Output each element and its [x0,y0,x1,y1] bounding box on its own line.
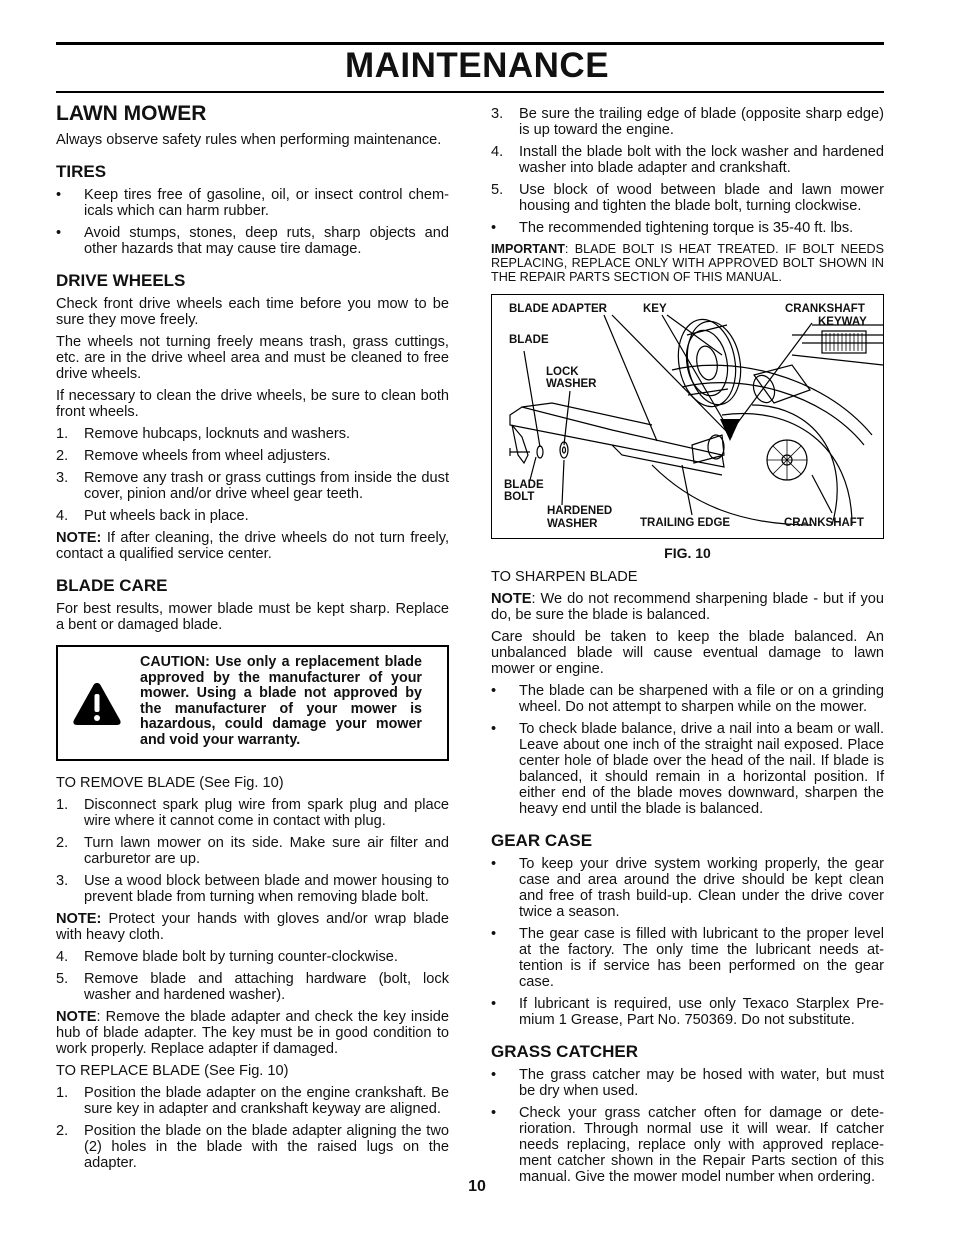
step-number: 3. [56,873,69,889]
bullet: • [491,1105,497,1121]
list-item-text: Remove wheels from wheel adjusters. [84,448,331,464]
label-crankshaft-keyway-2: KEYWAY [818,316,867,328]
list-item-text: The blade can be sharpened with a file or on a grinding wheel. Do not attempt to sharpen while on the mower. [519,683,884,715]
list-item-text: Remove hubcaps, locknuts and washers. [84,426,351,442]
list-item [56,470,449,502]
step-number: 2. [56,448,69,464]
step-number: 5. [491,182,504,198]
list-item-text: Check your grass catcher often for damage or dete-rioration. Through normal use it will wear. If catcher needs replacing, replace only with approved replace-ment catcher shown in the Repair Parts section of this manual. Give the mower model number when ordering. [519,1105,884,1185]
important-text: : BLADE BOLT IS HEAT TREATED. IF BOLT NEEDS REPLACING, REPLACE ONLY WITH APPROVED BOLT SHOWN IN THE REPAIR PARTS SECTION OF THIS MANUAL. [491,242,884,284]
title-underline [56,91,884,93]
step-number: 1. [56,797,69,813]
step-number: 1. [56,426,69,442]
label-crankshaft: CRANKSHAFT [784,517,864,529]
list-item [56,949,449,965]
list-item [491,996,884,1028]
lawn-mower-heading: LAWN MOWER [56,102,207,125]
note-text: : Remove the blade adapter and check the key inside hub of blade adapter. The key must be in good condition to work properly. Replace adapter if damaged. [56,1009,449,1057]
list-item [491,683,884,715]
important-notice [491,242,884,284]
caution-text: CAUTION: Use only a replacement blade approved by the manufacturer of your mower. Using a blade not approved by the manufacturer of your mower is hazardous, could damage your mower and void your warranty. [140,654,422,748]
list-item [491,856,884,920]
list-item-text: Install the blade bolt with the lock washer and hardened washer into blade adapter and crankshaft. [519,144,884,176]
paragraph: If necessary to clean the drive wheels, be sure to clean both front wheels. [56,388,449,420]
list-item-text: Position the blade on the blade adapter aligning the two (2) holes in the blade with the raised lugs on the adapter. [84,1123,449,1171]
label-hardened-washer-2: WASHER [547,518,598,530]
list-item [56,797,449,829]
list-item [56,835,449,867]
gear-case-heading: GEAR CASE [491,831,593,850]
list-item-text: The gear case is filled with lubricant to the proper level at the factory. The only time the lubricant needs at-tention is if service has been performed on the gear case. [519,926,884,990]
list-item [56,971,449,1003]
bullet: • [491,856,497,872]
list-item-text: Use block of wood between blade and lawn mower housing and tighten the blade bolt, turning clockwise. [519,182,884,214]
note-label: NOTE: [56,911,102,927]
page-title: MAINTENANCE [344,46,610,85]
sharpen-blade-title: TO SHARPEN BLADE [491,569,638,585]
step-number: 5. [56,971,69,987]
paragraph: For best results, mower blade must be kept sharp. Replace a bent or damaged blade. [56,601,449,633]
list-item-text: Be sure the trailing edge of blade (opposite sharp edge) is up toward the engine. [519,106,884,138]
list-item-text: Avoid stumps, stones, deep ruts, sharp objects and other hazards that may cause tire damage. [84,225,449,257]
step-number: 4. [56,508,69,524]
list-item [491,721,884,817]
list-item [56,1123,449,1171]
blade-care-heading: BLADE CARE [56,576,168,595]
list-item [491,1067,884,1099]
note [56,1009,449,1057]
right-column [491,106,884,1191]
list-item [56,1085,449,1117]
grass-catcher-heading: GRASS CATCHER [491,1042,639,1061]
note [56,911,449,943]
list-item-text: Remove blade bolt by turning counter-clockwise. [84,949,398,965]
drive-wheels-section [56,271,449,562]
grass-catcher-section [491,1042,884,1185]
bullet: • [491,996,497,1012]
page-number: 10 [468,1178,486,1195]
gear-case-section [491,831,884,1028]
bullet: • [56,187,62,203]
label-key: KEY [643,303,667,315]
note-label: NOTE [56,1009,97,1025]
list-item-text: Position the blade adapter on the engine crankshaft. Be sure key in adapter and crankshaft keyway are aligned. [84,1085,449,1117]
top-rule [56,42,884,45]
list-item-text: Remove blade and attaching hardware (bolt, lock washer and hardened washer). [84,971,449,1003]
tires-section [56,162,449,257]
label-trailing-edge: TRAILING EDGE [640,517,731,529]
tires-heading: TIRES [56,162,107,181]
step-number: 1. [56,1085,69,1101]
list-item-text: If lubricant is required, use only Texaco Starplex Pre-mium 1 Grease, Part No. 750369. Do not substitute. [519,996,884,1028]
list-item [56,448,449,464]
label-lock-washer-2: WASHER [546,378,597,390]
label-blade-adapter: BLADE ADAPTER [509,303,607,315]
list-item-text: The grass catcher may be hosed with water, but must be dry when used. [519,1067,884,1099]
list-item [56,187,449,219]
label-blade: BLADE [509,334,549,346]
list-item-text: To check blade balance, drive a nail into a beam or wall. Leave about one inch of the straight nail exposed. Place center hole of blade over the head of the nail. If blade is balanced, it should remain in a horizontal position. If either end of the blade moves downward, sharpen the heavy end until the blade is balanced. [519,721,884,817]
important-label: IMPORTANT [491,242,565,256]
replace-blade-title: TO REPLACE BLADE (See Fig. 10) [56,1063,289,1079]
figure-caption: FIG. 10 [664,545,711,561]
bullet: • [491,721,497,737]
list-item [491,926,884,990]
list-item [491,144,884,176]
list-item [56,873,449,905]
list-item-text: Turn lawn mower on its side. Make sure air filter and carburetor are up. [84,835,449,867]
list-item [56,508,449,524]
list-item [491,106,884,138]
note-text: : We do not recommend sharpening blade - but if you do, be sure the blade is balanced. [491,591,884,623]
list-item [56,225,449,257]
label-hardened-washer-1: HARDENED [547,505,613,517]
list-item-text: Use a wood block between blade and mower housing to prevent blade from turning when removing blade bolt. [84,873,449,905]
list-item [56,426,449,442]
list-item-text: Put wheels back in place. [84,508,249,524]
warning-icon [72,681,122,727]
bullet: • [56,225,62,241]
paragraph: The wheels not turning freely means trash, grass cuttings, etc. are in the drive wheel area and must be cleaned to free drive wheels. [56,334,449,382]
step-number: 2. [56,835,69,851]
bullet: • [491,926,497,942]
list-item [491,1105,884,1185]
step-number: 4. [491,144,504,160]
drive-wheels-heading: DRIVE WHEELS [56,271,186,290]
list-item [491,220,884,236]
label-crankshaft-keyway-1: CRANKSHAFT [785,303,865,315]
note-text: Protect your hands with gloves and/or wrap blade with heavy cloth. [56,911,449,943]
bullet: • [491,1067,497,1083]
step-number: 3. [56,470,69,486]
label-blade-bolt-1: BLADE [504,479,544,491]
list-item-text: Disconnect spark plug wire from spark plug and place wire where it cannot come in contact with plug. [84,797,449,829]
list-item [491,182,884,214]
left-column [56,102,449,1177]
list-item-text: Keep tires free of gasoline, oil, or insect control chem-icals which can harm rubber. [84,187,449,219]
blade-assembly-illustration [492,295,883,538]
lawn-mower-intro: Always observe safety rules when performing maintenance. [56,132,442,148]
paragraph: Check front drive wheels each time before you mow to be sure they move freely. [56,296,449,328]
label-lock-washer-1: LOCK [546,366,579,378]
step-number: 3. [491,106,504,122]
bullet: • [491,220,497,236]
label-blade-bolt-2: BOLT [504,491,535,503]
caution-box [56,645,449,761]
blade-assembly-figure [491,294,884,539]
paragraph: Care should be taken to keep the blade balanced. An unbalanced blade will cause eventual damage to lawn mower or engine. [491,629,884,677]
list-item-text: The recommended tightening torque is 35-40 ft. lbs. [519,220,854,236]
list-item-text: To keep your drive system working properly, the gear case and area around the drive should be kept clean and free of trash build-up. Clean under the drive cover twice a season. [519,856,884,920]
note-text: If after cleaning, the drive wheels do not turn freely, contact a qualified service center. [56,530,449,562]
step-number: 2. [56,1123,69,1139]
bullet: • [491,683,497,699]
note-label: NOTE: [56,530,102,546]
note-label: NOTE [491,591,532,607]
blade-care-section [56,576,449,1171]
list-item-text: Remove any trash or grass cuttings from inside the dust cover, pinion and/or drive wheel gear teeth. [84,470,449,502]
note [491,591,884,623]
note [56,530,449,562]
remove-blade-title: TO REMOVE BLADE (See Fig. 10) [56,775,284,791]
step-number: 4. [56,949,69,965]
